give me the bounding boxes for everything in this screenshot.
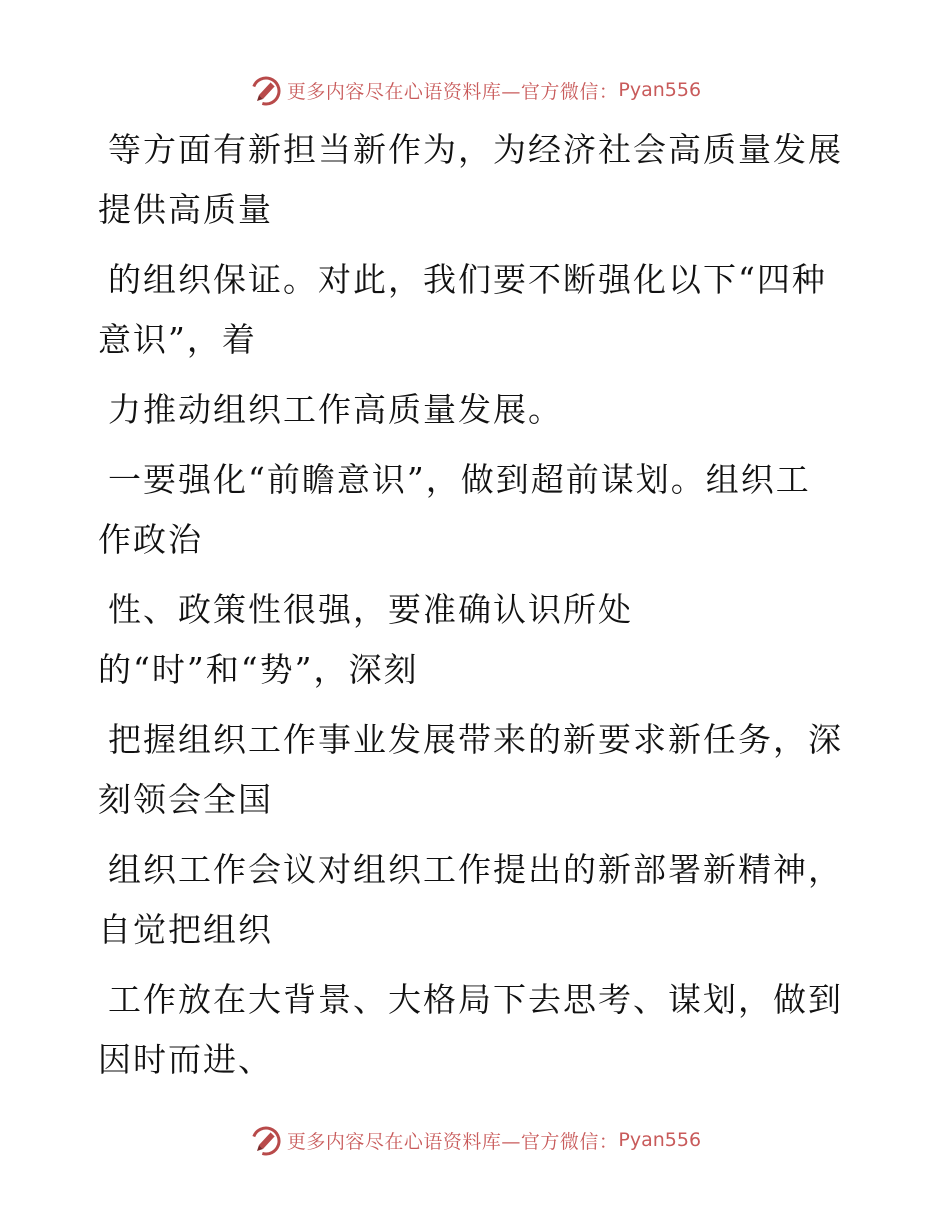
paragraph	[98, 120, 843, 240]
text-line: 一要强化“前瞻意识”，做到超前谋划。组织工	[108, 460, 811, 499]
paragraph	[98, 710, 843, 830]
header-banner-text: 更多内容尽在心语资料库—官方微信：	[286, 80, 619, 103]
text-line: 因时而进、	[98, 1040, 273, 1079]
text-line: 等方面有新担当新作为，为经济社会高质量发展	[108, 130, 843, 169]
header-banner-handle: Pyan556	[618, 79, 702, 101]
text-line: 的组织保证。对此，我们要不断强化以下“四种	[108, 260, 827, 299]
text-line: 力推动组织工作高质量发展。	[108, 390, 563, 429]
paragraph	[98, 970, 843, 1090]
pen-nib-logo-icon	[249, 73, 283, 107]
text-line: 的“时”和“势”，深刻	[98, 650, 419, 689]
header-banner	[0, 70, 950, 110]
footer-banner-handle: Pyan556	[618, 1129, 702, 1151]
pen-nib-logo-icon	[249, 1123, 283, 1157]
paragraph	[98, 580, 838, 700]
document-body	[98, 120, 843, 1090]
text-line: 提供高质量	[98, 190, 273, 229]
paragraph	[98, 380, 838, 440]
text-line: 意识”，着	[98, 320, 257, 359]
text-line: 自觉把组织	[98, 910, 273, 949]
text-line: 把握组织工作事业发展带来的新要求新任务，深	[108, 720, 843, 759]
paragraph	[98, 840, 843, 960]
paragraph	[98, 250, 838, 370]
footer-banner-text: 更多内容尽在心语资料库—官方微信：	[286, 1130, 619, 1153]
paragraph	[98, 450, 838, 570]
text-line: 工作放在大背景、大格局下去思考、谋划，做到	[108, 980, 843, 1019]
text-line: 作政治	[98, 520, 203, 559]
text-line: 刻领会全国	[98, 780, 273, 819]
footer-banner	[0, 1120, 950, 1160]
text-line: 性、政策性很强，要准确认识所处	[108, 590, 633, 629]
text-line: 组织工作会议对组织工作提出的新部署新精神，	[108, 850, 843, 889]
